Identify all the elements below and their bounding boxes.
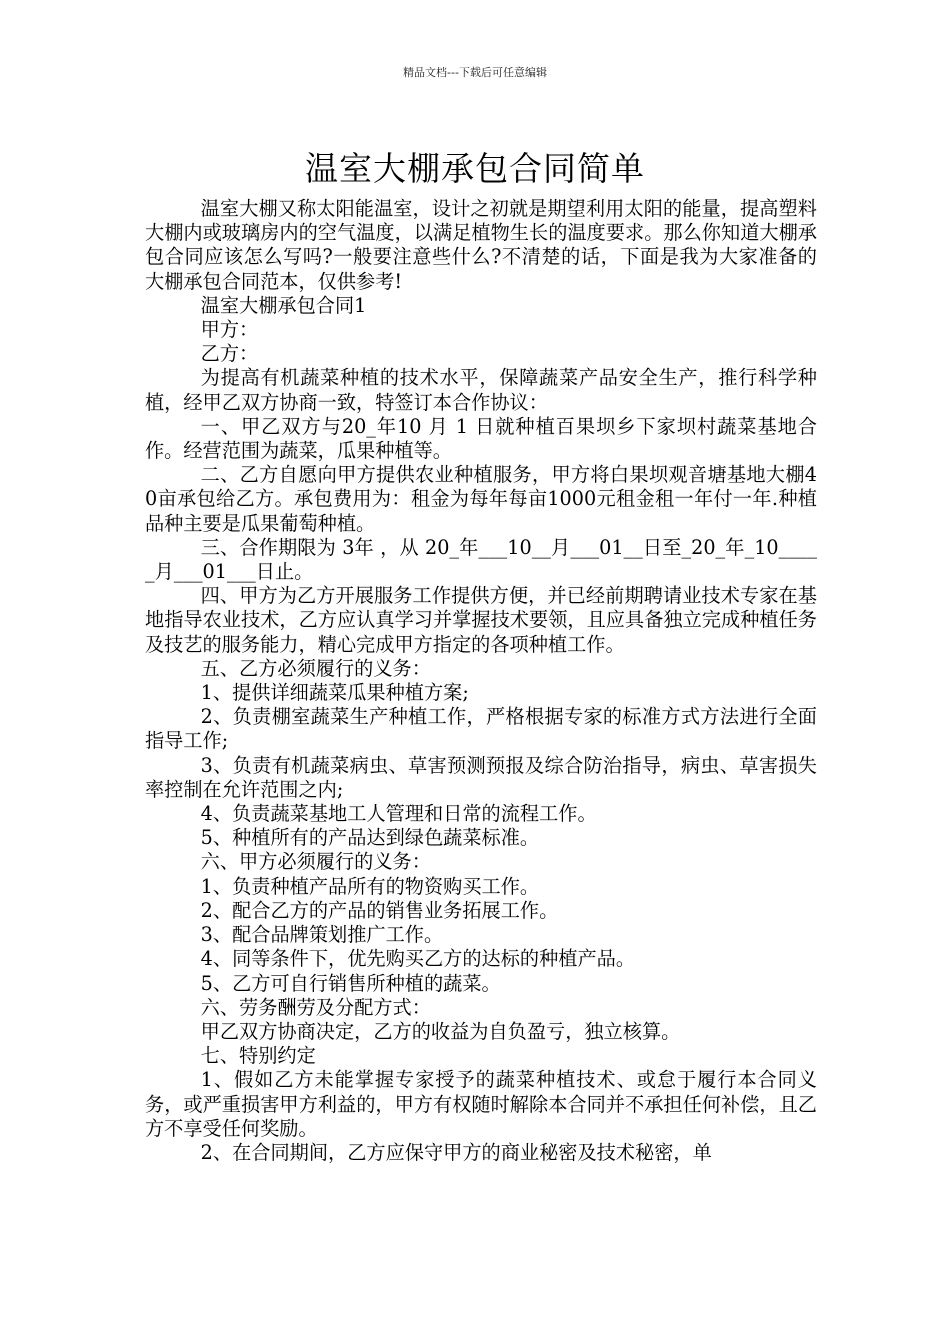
paragraph: 温室大棚承包合同1 bbox=[200, 293, 367, 317]
paragraph: 1、负责种植产品所有的物资购买工作。 bbox=[200, 874, 540, 898]
paragraph: 5、乙方可自行销售所种植的蔬菜。 bbox=[200, 971, 501, 995]
paragraph: 五、乙方必须履行的义务： bbox=[200, 656, 431, 680]
paragraph: 乙方： bbox=[200, 342, 259, 366]
paragraph: 六、甲方必须履行的义务： bbox=[200, 850, 431, 874]
paragraph: 七、特别约定 bbox=[200, 1044, 316, 1068]
paragraph: 2、配合乙方的产品的销售业务拓展工作。 bbox=[200, 898, 559, 922]
paragraph: 3、负责有机蔬菜病虫、草害预测预报及综合防治指导，病虫、草害损失率控制在允许范围之内; bbox=[145, 753, 817, 801]
paragraph: 1、提供详细蔬菜瓜果种植方案; bbox=[200, 681, 469, 705]
paragraph: 三、合作期限为 3年 ，从 20_年___10__月___01__日至_20_年_10_____月___01___日止。 bbox=[145, 535, 817, 584]
header-note: 精品文档---下载后可任意编辑 bbox=[403, 66, 547, 79]
paragraph: 5、种植所有的产品达到绿色蔬菜标准。 bbox=[200, 826, 540, 850]
paragraph: 为提高有机蔬菜种植的技术水平，保障蔬菜产品安全生产，推行科学种植，经甲乙双方协商一致，特签订本合作协议： bbox=[145, 366, 817, 414]
paragraph: 四、甲方为乙方开展服务工作提供方便，并已经前期聘请业技术专家在基地指导农业技术，乙方应认真学习并掌握技术要领，且应具备独立完成种植任务及技艺的服务能力，精心完成甲方指定的各项种植工作。 bbox=[145, 584, 817, 656]
paragraph: 2、负责棚室蔬菜生产种植工作，严格根据专家的标准方式方法进行全面指导工作; bbox=[145, 705, 817, 753]
document-title: 温室大棚承包合同简单 bbox=[305, 149, 645, 189]
document-body bbox=[145, 197, 817, 1165]
paragraph: 3、配合品牌策划推广工作。 bbox=[200, 923, 444, 947]
paragraph: 甲方： bbox=[200, 318, 259, 342]
paragraph: 二、乙方自愿向甲方提供农业种植服务，甲方将白果坝观音塘基地大棚40亩承包给乙方。承包费用为：租金为每年每亩1000元租金租一年付一年.种植品种主要是瓜果葡萄种植。 bbox=[145, 463, 817, 535]
paragraph: 甲乙双方协商决定，乙方的收益为自负盈亏，独立核算。 bbox=[200, 1019, 681, 1043]
paragraph: 1、假如乙方未能掌握专家授予的蔬菜种植技术、或怠于履行本合同义务，或严重损害甲方利益的，甲方有权随时解除本合同并不承担任何补偿，且乙方不享受任何奖励。 bbox=[145, 1068, 817, 1140]
paragraph: 4、负责蔬菜基地工人管理和日常的流程工作。 bbox=[200, 802, 597, 826]
paragraph: 4、同等条件下，优先购买乙方的达标的种植产品。 bbox=[200, 947, 636, 971]
paragraph: 2、在合同期间，乙方应保守甲方的商业秘密及技术秘密，单 bbox=[200, 1140, 712, 1164]
paragraph: 六、劳务酬劳及分配方式： bbox=[200, 995, 431, 1019]
paragraph: 温室大棚又称太阳能温室，设计之初就是期望利用太阳的能量，提高塑料大棚内或玻璃房内的空气温度，以满足植物生长的温度要求。那么你知道大棚承包合同应该怎么写吗?一般要注意些什么?不清楚的话，下面是我为大家准备的大棚承包合同范本，仅供参考! bbox=[145, 197, 817, 293]
paragraph: 一、甲乙双方与20_年10 月 1 日就种植百果坝乡下家坝村蔬菜基地合作。经营范围为蔬菜，瓜果种植等。 bbox=[145, 414, 817, 463]
